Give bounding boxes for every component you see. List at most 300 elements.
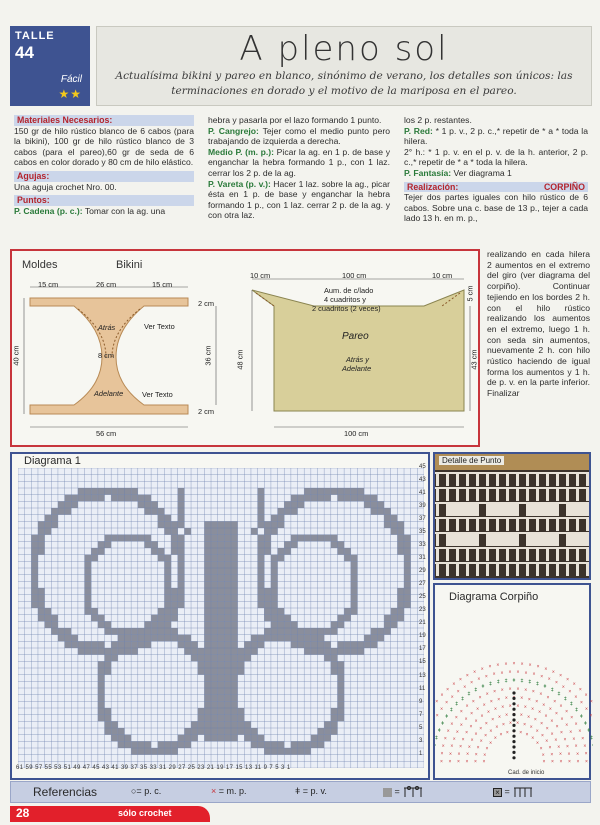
svg-text:ǂ: ǂ [579,713,583,720]
svg-text:×: × [523,704,527,711]
svg-text:×: × [523,721,526,728]
svg-text:ǂ: ǂ [445,713,449,720]
legend-open-square [383,786,424,798]
svg-text:×: × [536,663,540,670]
svg-text:×: × [482,702,486,709]
bikini-ver-texto-2: Ver Texto [142,390,173,399]
svg-text:×: × [554,680,558,687]
svg-text:×: × [482,759,486,765]
pareo-dim-bottom: 100 cm [344,429,369,438]
svg-text:×: × [493,706,497,713]
svg-text:×: × [519,712,523,719]
column-1 [14,115,194,216]
svg-text:ǂ: ǂ [455,701,459,708]
bikini-dim-waist: 8 cm [98,351,115,360]
svg-text:×: × [579,700,583,707]
row-number: 25 [419,594,426,601]
svg-text:×: × [566,676,570,683]
svg-text:×: × [484,720,488,727]
svg-text:×: × [585,759,588,765]
red-text-2: 2° h.: * 1 p. v. en el p. v. de la h. anterior, 2 p. c.,* repetir de * a * toda la hilera. [404,146,588,168]
pareo-name: Pareo [342,331,369,342]
svg-text:×: × [461,736,465,743]
svg-text:×: × [574,694,578,701]
svg-text:×: × [539,745,543,752]
svg-text:×: × [568,689,572,696]
svg-text:×: × [555,723,559,730]
footer-bar [10,806,210,822]
svg-text:×: × [516,703,520,710]
svg-text:×: × [550,731,554,738]
svg-text:×: × [558,751,562,758]
svg-text:×: × [516,669,520,676]
svg-text:×: × [470,680,474,687]
bikini-dim-inner: 36 cm [203,345,213,366]
svg-text:ǂ: ǂ [512,678,516,684]
svg-text:×: × [470,711,474,718]
row-number: 5 [419,724,423,731]
svg-text:×: × [561,684,565,691]
stitch-detail-image [435,454,591,580]
page-number: 28 [16,806,30,820]
svg-text:×: × [448,759,452,765]
svg-text:×: × [446,728,450,735]
svg-text:×: × [572,681,576,688]
svg-text:×: × [473,669,477,676]
materials-text: 150 gr de hilo rústico blanco de 6 cabos (para la bikini), 100 gr de hilo rústico blanco de 3 cabos (para el pareo),60 gr de seda de 6 cabos en color dorado y 80 cm de hilo elástico. [14,125,194,168]
svg-text:×: × [498,714,501,721]
svg-text:×: × [584,706,588,713]
svg-text:×: × [483,752,487,759]
medio-label: Medio P. (m. p.): [208,146,275,157]
row-number: 35 [419,529,426,536]
svg-text:×: × [559,730,563,737]
bra-diagram-title: Diagrama Corpiño [449,591,539,603]
fantasia-text: Ver diagrama 1 [453,167,512,178]
svg-text:ǂ: ǂ [441,720,445,727]
svg-text:×: × [485,745,489,752]
svg-text:×: × [574,743,578,750]
fantasia-paragraph [404,168,588,179]
bra-diagram [435,585,593,775]
filled-square-label: = [504,786,513,797]
cangrejo-paragraph [208,126,390,147]
legend-chain: ○= p. c. [131,786,162,796]
row-number: 13 [419,672,426,679]
svg-text:×: × [445,700,449,707]
svg-text:ǂ: ǂ [496,679,500,686]
svg-text:×: × [583,743,587,750]
svg-text:×: × [540,673,544,680]
svg-text:×: × [519,729,523,736]
svg-text:×: × [527,696,531,703]
svg-text:×: × [469,723,473,730]
svg-text:×: × [502,721,505,728]
svg-text:×: × [567,751,571,758]
svg-text:×: × [501,704,505,711]
row-number: 19 [419,633,426,640]
bikini-dim-right-bottom: 2 cm [198,407,215,416]
bikini-atras-label: Atrás [98,323,116,332]
diagram-1-title: Diagrama 1 [24,455,81,467]
svg-text:×: × [551,759,554,765]
svg-text:×: × [459,744,463,751]
corpino-label: CORPIÑO [543,181,585,192]
legend-filled-square [493,786,534,798]
needles-heading: Agujas: [14,171,194,182]
bikini-dim-top-right: 15 cm [152,280,173,289]
svg-text:×: × [450,694,454,701]
svg-text:×: × [479,725,483,732]
svg-text:×: × [528,662,532,669]
svg-text:×: × [497,696,501,703]
row-number: 43 [419,477,426,484]
svg-text:×: × [559,703,563,710]
bikini-adelante-label: Adelante [94,389,124,398]
svg-text:×: × [466,751,470,758]
svg-text:×: × [570,715,574,722]
svg-text:×: × [449,751,452,758]
dc-label: = p. v. [302,786,327,796]
bra-chain-label: Cad. de inicio [508,770,545,776]
row-number: 27 [419,581,426,588]
svg-text:×: × [474,718,478,725]
legend-title: Referencias [33,785,98,799]
svg-text:×: × [474,731,478,738]
page-subtitle: Actualísima bikini y pareo en blanco, sinónimo de verano, los detalles son únicos: las terminaciones en dorado y el motivo de la mariposa en el pareo. [115,70,573,97]
svg-text:ǂ: ǂ [489,681,492,688]
svg-text:×: × [547,676,551,683]
patterns-title: Moldes [22,259,58,271]
svg-text:ǂ: ǂ [587,728,591,735]
stitches-heading: Puntos: [14,195,194,206]
cadena-text: Tomar con la ag. una [84,205,166,216]
bikini-ver-texto-1: Ver Texto [144,322,175,331]
filled-square-icon: × [493,788,502,797]
legend-bar [10,781,591,803]
svg-text:×: × [452,681,456,688]
svg-text:×: × [458,676,462,683]
svg-text:×: × [440,692,444,699]
open-square-stitch-icon [402,786,424,798]
materials-heading: Materiales Necesarios: [14,115,194,126]
svg-text:×: × [493,689,497,696]
svg-text:×: × [489,699,493,706]
column-2 [208,115,390,221]
svg-text:×: × [485,691,489,698]
svg-text:×: × [520,661,524,668]
svg-text:×: × [516,720,520,727]
cadena-label: P. Cadena (p. c.): [14,205,83,216]
svg-text:×: × [465,672,469,679]
pareo-aum-2: 4 cuadritos y [324,295,366,304]
row-number: 21 [419,620,426,627]
svg-text:×: × [535,740,539,747]
vareta-label: P. Vareta (p. v.): [208,178,271,189]
svg-text:×: × [459,709,463,716]
svg-text:×: × [565,722,569,729]
svg-text:×: × [574,721,578,728]
svg-text:ǂ: ǂ [590,735,593,742]
realizacion-heading: Realización: [407,181,459,192]
svg-text:ǂ: ǂ [575,707,579,714]
svg-text:×: × [499,731,503,738]
svg-text:×: × [578,686,582,693]
row-number: 31 [419,555,426,562]
svg-text:×: × [464,716,468,723]
svg-text:×: × [470,737,474,744]
svg-text:×: × [465,703,469,710]
svg-text:×: × [479,738,483,745]
pareo-dim-top-left: 10 cm [250,271,271,280]
cangrejo-label: P. Cangrejo: [208,125,259,136]
svg-text:×: × [565,709,569,716]
svg-text:×: × [529,724,533,731]
svg-text:×: × [450,721,454,728]
svg-text:×: × [531,706,535,713]
svg-text:×: × [484,733,488,740]
svg-text:×: × [476,745,480,752]
row-number: 29 [419,568,426,575]
red-text: * 1 p. v., 2 p. c.,* repetir de * a * toda la hilera. [404,125,588,147]
red-label: P. Red: [404,125,433,136]
row-number: 1 [419,750,423,757]
svg-text:×: × [548,706,552,713]
svg-text:×: × [524,687,528,694]
svg-text:×: × [589,713,593,720]
svg-text:×: × [465,730,469,737]
pareo-dim-height-right: 43 cm [469,349,479,370]
svg-text:×: × [463,684,467,691]
pareo-sub-2: Adelante [342,364,372,373]
pareo-dim-right-small: 5 cm [465,285,475,302]
svg-text:×: × [554,711,558,718]
vareta-text: Hacer 1 laz. sobre la ag., picar ésta en 1 p. de base y enganchar la hebra formando 1 p., con 1 laz. cerrar 2 p. de la ag. y con otra laz. [208,178,390,221]
sc-label: = m. p. [218,786,247,796]
difficulty-stars: ★★ [58,87,82,101]
svg-text:ǂ: ǂ [461,696,465,703]
svg-text:×: × [480,666,484,673]
sc-symbol: × [211,786,217,796]
svg-text:×: × [476,706,480,713]
svg-text:×: × [520,695,524,702]
svg-text:×: × [535,728,539,735]
vareta-paragraph [208,179,390,221]
svg-text:ǂ: ǂ [569,701,573,708]
svg-text:×: × [545,738,549,745]
svg-text:×: × [532,671,536,678]
row-number: 3 [419,737,423,744]
svg-text:×: × [440,751,444,758]
svg-text:×: × [535,699,539,706]
svg-text:×: × [505,712,509,719]
row-number: 11 [419,685,426,692]
svg-text:×: × [546,694,550,701]
svg-text:×: × [559,672,563,679]
corpino-text: realizando en cada hilera 2 aumentos en el extremo del giro (ver diagrama del corpiño). Continuar tejiendo en los bordes 2 h. con el hilo rústico realizando los aumentos en el extremo, luego 1 h. con seda sin aumentos, nuevamente 2 h. con hilo rústico haciendo de igual forma los aumentos y 1 h. de p. v. en la parte inferior. Finalizar [487,249,590,399]
svg-text:ǂ: ǂ [563,696,567,703]
difficulty-label: Fácil [60,74,82,85]
svg-text:×: × [496,662,500,669]
svg-text:×: × [484,673,488,680]
diagram-1-row-numbers [419,464,433,764]
svg-text:×: × [550,718,554,725]
svg-text:×: × [508,703,512,710]
svg-text:×: × [505,729,509,736]
svg-text:×: × [440,759,443,765]
svg-text:×: × [554,737,558,744]
svg-text:×: × [504,661,508,668]
bikini-title: Bikini [116,259,143,271]
pareo-dim-top-mid: 100 cm [342,271,367,280]
svg-text:×: × [474,759,477,765]
svg-text:×: × [581,735,585,742]
svg-text:ǂ [592,743,593,749]
legend-sc [211,786,247,796]
svg-text:×: × [488,663,492,670]
cangrejo-text: Tejer como el medio punto pero trabajando de izquierda a derecha. [208,125,390,147]
open-square-icon [383,788,392,797]
svg-text:ǂ: ǂ [550,687,554,694]
svg-text:×: × [540,720,544,727]
size-value: 44 [15,43,34,62]
svg-text:×: × [440,706,444,713]
svg-text:ǂ: ǂ [435,735,438,742]
row-number: 39 [419,503,426,510]
svg-text:×: × [560,716,564,723]
legend-dc [295,786,327,796]
svg-text:×: × [539,691,543,698]
svg-text:×: × [576,759,580,765]
svg-text:×: × [457,751,461,758]
svg-text:×: × [457,759,460,765]
pareo-aum-1: Aum. de c/lado [324,286,374,295]
svg-text:×: × [500,670,504,677]
row-number: 17 [419,646,426,653]
svg-text:ǂ: ǂ [437,728,441,735]
svg-text:×: × [542,759,546,765]
row-number: 23 [419,607,426,614]
realizacion-text: Tejer dos partes iguales con hilo rústico de 6 cabos. Sobre una c. base de 13 p., tejer a cada lado 13 h. en m. p., [404,192,588,224]
svg-text:×: × [435,698,439,705]
pareo-sub-1: Atrás y [346,355,369,364]
svg-text:×: × [471,698,475,705]
stitch-detail-title: Detalle de Punto [439,456,504,465]
svg-text:×: × [550,751,554,758]
svg-text:×: × [569,729,573,736]
svg-text:×: × [477,676,481,683]
svg-text:×: × [493,735,497,742]
svg-text:ǂ: ǂ [467,691,471,698]
row-number: 15 [419,659,426,666]
patterns-drawing [12,251,478,445]
svg-text:×: × [576,751,579,758]
title-box [96,26,592,106]
bikini-dim-top-left: 15 cm [38,280,59,289]
svg-text:×: × [487,709,490,716]
row-number: 41 [419,490,426,497]
column-3 [404,115,588,224]
dc-symbol: ǂ [295,786,301,796]
svg-text:×: × [545,725,549,732]
row-number: 9 [419,698,423,705]
size-badge [10,26,90,106]
svg-text:×: × [495,724,499,731]
svg-text:×: × [544,713,548,720]
bikini-dim-height: 40 cm [11,345,21,366]
svg-text:ǂ: ǂ [557,691,561,698]
svg-text:ǂ: ǂ [504,678,508,685]
row-number: 33 [419,542,426,549]
svg-text:×: × [478,694,482,701]
svg-text:×: × [542,702,546,709]
svg-text:×: × [443,735,447,742]
bikini-dim-top-mid: 26 cm [96,280,117,289]
svg-text:ǂ: ǂ [481,684,485,691]
red-paragraph [404,126,588,147]
svg-text:ǂ: ǂ [474,687,478,694]
col2-intro: hebra y pasarla por el lazo formando 1 punto. [208,115,382,125]
diagram-1-grid [18,468,424,768]
svg-text:ǂ: ǂ [528,679,532,686]
diagram-1-col-numbers: 61 59 57 55 53 51 49 47 45 43 41 39 37 35 33 31 29 27 25 23 21 19 17 15 13 11 9 7 5 3 1 [16,765,291,771]
svg-text:×: × [572,736,576,743]
svg-text:×: × [559,759,563,765]
svg-text:×: × [489,740,493,747]
row-number: 37 [419,516,426,523]
svg-text:×: × [446,686,450,693]
svg-text:×: × [435,713,439,720]
svg-text:×: × [489,728,493,735]
needles-text: Una aguja crochet Nro. 00. [14,181,117,192]
svg-text:×: × [465,759,469,765]
svg-text:×: × [452,736,456,743]
open-square-label: = [394,786,403,797]
svg-text:ǂ: ǂ [520,678,524,685]
svg-text:×: × [508,720,512,727]
bra-diagram-panel [433,583,591,780]
svg-text:×: × [533,717,537,724]
svg-text:×: × [467,744,471,751]
svg-text:×: × [441,743,445,750]
svg-text:×: × [584,692,588,699]
svg-text:×: × [500,687,504,694]
cadena-paragraph [14,206,194,217]
svg-text:×: × [557,744,561,751]
svg-text:×: × [544,666,548,673]
pareo-dim-height-left: 48 cm [235,349,245,370]
svg-text:×: × [578,728,582,735]
svg-text:×: × [454,715,458,722]
svg-text:ǂ [435,743,436,749]
page-title: A pleno sol [239,29,449,69]
svg-text:×: × [551,669,555,676]
size-label: TALLE [15,30,55,42]
svg-text:×: × [459,722,463,729]
svg-text:×: × [584,751,588,758]
svg-text:×: × [568,759,571,765]
row-number: 7 [419,711,423,718]
row-number: 45 [419,464,426,470]
filled-square-stitch-icon [512,786,534,798]
svg-text:×: × [480,713,484,720]
magazine-name: sólo crochet [118,808,172,818]
svg-text:×: × [455,729,459,736]
svg-text:×: × [563,736,567,743]
svg-text:×: × [527,714,530,721]
svg-text:×: × [531,689,535,696]
pareo-dim-top-right: 10 cm [432,271,453,280]
